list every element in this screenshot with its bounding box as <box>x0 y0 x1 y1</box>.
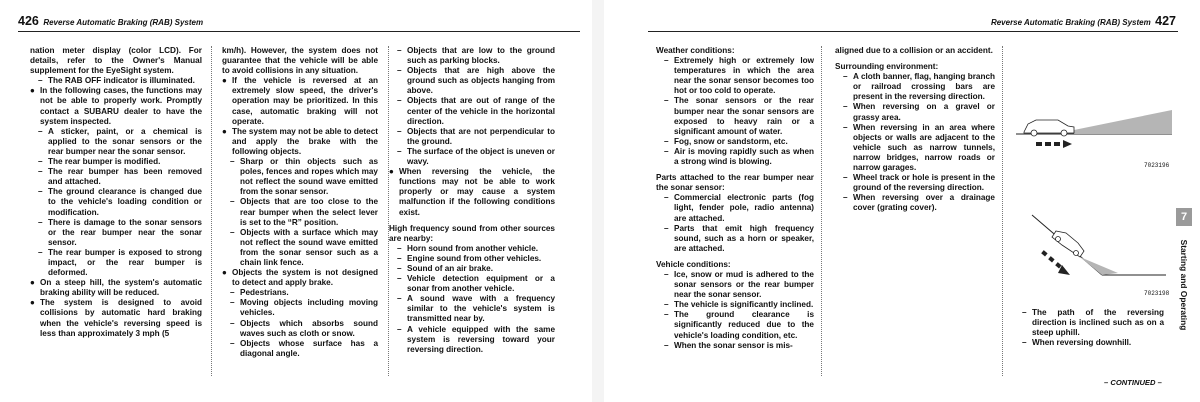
item-text: Pedestrians. <box>240 288 289 298</box>
dash-marker: – <box>664 223 669 233</box>
item-text: High frequency sound from other sources are nearby: <box>389 223 555 243</box>
dash-marker: – <box>664 340 669 350</box>
item-text: Vehicle conditions: <box>656 259 731 269</box>
dash-item <box>656 147 814 167</box>
item-text: When reversing in an area where objects or walls are adjacent to the vehicle such as narrow tunnels, narrow bridges, narrow roads or narrow garages. <box>853 122 995 173</box>
item-text: Objects that are low to the ground such as parking blocks. <box>407 46 555 66</box>
dash-marker: – <box>230 227 235 237</box>
item-text: In the following cases, the functions may not be able to properly work. Promptly contact a SUBARU dealer to have the system inspected. <box>40 86 202 126</box>
dash-item <box>656 56 814 96</box>
right-header-title: Reverse Automatic Braking (RAB) System <box>990 18 1151 27</box>
dash-marker: – <box>664 300 669 310</box>
dash-item <box>30 187 202 217</box>
dash-marker: – <box>38 126 43 136</box>
bullet-marker: ● <box>222 268 227 278</box>
item-text: When the sonar sensor is mis- <box>674 340 793 350</box>
paragraph-text <box>835 46 995 56</box>
item-text: When reversing downhill. <box>1032 338 1132 348</box>
dash-marker: – <box>230 288 235 298</box>
left-column-1 <box>30 46 202 339</box>
dash-item <box>389 46 555 66</box>
inclined-path-illustration <box>1018 205 1168 285</box>
dash-item <box>656 137 814 147</box>
right-page <box>604 0 1200 402</box>
dash-item <box>30 248 202 278</box>
dash-marker: – <box>843 193 848 203</box>
dash-item <box>222 197 378 227</box>
item-text: The ground clearance is significantly reduced due to the vehicle's loading condition, etc. <box>674 310 814 340</box>
bullet-marker: ● <box>30 278 35 288</box>
dash-marker: – <box>843 72 848 82</box>
item-text: km/h). However, the system does not guarantee that the vehicle will be able to avoid collisions in any situation. <box>222 46 378 76</box>
dash-item <box>656 310 814 340</box>
item-text: Objects that are too close to the rear bumper when the select lever is set to the “R” position. <box>240 197 378 227</box>
bullet-marker: ● <box>30 298 35 308</box>
chapter-label-text: Starting and Operating <box>1179 239 1189 331</box>
dash-item <box>389 96 555 126</box>
dash-marker: – <box>1022 308 1027 317</box>
item-text: The rear bumper is exposed to strong impact, or the rear bumper is deformed. <box>48 247 202 278</box>
paragraph-text <box>656 260 814 270</box>
dash-marker: – <box>397 243 402 253</box>
dash-item <box>835 173 995 193</box>
left-page <box>0 0 592 402</box>
item-text: Objects that are high above the ground such as objects hanging from above. <box>407 66 555 96</box>
bullet-item <box>30 86 202 126</box>
bullet-marker: ● <box>222 76 227 86</box>
item-text: Objects that are out of range of the center of the vehicle in the horizontal direction. <box>407 96 555 126</box>
dash-marker: – <box>397 274 402 284</box>
continued-label: – CONTINUED – <box>1104 378 1162 387</box>
reverse-direction-arrow <box>1063 140 1072 148</box>
item-text: nation meter display (color LCD). For details, refer to the Owner's Manual supplement for the EyeSight system. <box>30 46 202 76</box>
bullet-item <box>222 127 378 157</box>
item-text: Objects whose surface has a diagonal angle. <box>240 338 378 358</box>
item-text: Fog, snow or sandstorm, etc. <box>674 136 788 146</box>
dash-marker: – <box>38 217 43 227</box>
bullet-item <box>30 278 202 298</box>
item-text: When reversing the vehicle, the functions may not be able to work properly or may cause a system malfunction if the following conditions exist. <box>399 167 555 217</box>
dash-item <box>222 298 378 318</box>
dash-item <box>656 341 814 351</box>
dash-marker: – <box>843 102 848 112</box>
item-text: A cloth banner, flag, hanging branch or railroad crossing bars are present in the reversing direction. <box>853 72 995 102</box>
paragraph-text <box>30 46 202 76</box>
dash-item <box>835 193 995 213</box>
dash-item <box>30 157 202 167</box>
dash-marker: – <box>397 46 402 55</box>
dash-marker: – <box>397 126 402 136</box>
dash-marker: – <box>230 157 235 167</box>
dash-marker: – <box>664 136 669 146</box>
bullet-marker: ● <box>30 86 35 96</box>
item-text: A sound wave with a frequency similar to the vehicle's system is transmitted near by. <box>407 294 555 324</box>
dash-marker: – <box>397 96 402 106</box>
item-text: Engine sound from other vehicles. <box>407 253 542 263</box>
dash-marker: – <box>664 310 669 320</box>
dash-item <box>656 224 814 254</box>
left-page-number: 426 <box>18 14 39 28</box>
right-column-1 <box>656 46 814 351</box>
dash-item <box>389 254 555 264</box>
dash-marker: – <box>397 146 402 156</box>
item-text: Objects the system is not designed to detect and apply brake. <box>232 268 378 288</box>
item-text: A sticker, paint, or a chemical is applied to the sonar sensors or the rear bumper near the sonar sensor. <box>48 126 202 156</box>
right-header-rule <box>648 31 1178 32</box>
vehicle-icon <box>1052 231 1084 257</box>
dash-item <box>222 228 378 268</box>
item-text: The system may not be able to detect and apply the brake with the following objects. <box>232 126 378 156</box>
item-text: The path of the reversing direction is inclined such as on a steep uphill. <box>1032 308 1164 338</box>
dash-item <box>222 339 378 359</box>
dash-marker: – <box>397 324 402 334</box>
dash-marker: – <box>397 66 402 76</box>
item-text: The ground clearance is changed due to the vehicle's loading condition or modification. <box>48 187 202 217</box>
item-text: Moving objects including moving vehicles. <box>240 298 378 318</box>
dash-marker: – <box>38 157 43 167</box>
dash-marker: – <box>38 187 43 197</box>
item-text: Weather conditions: <box>656 46 735 55</box>
item-text: The RAB OFF indicator is illuminated. <box>48 76 195 86</box>
dash-item <box>389 325 555 355</box>
dash-item <box>1014 308 1164 338</box>
dash-item <box>30 218 202 248</box>
item-text: The sonar sensors or the rear bumper near the sonar sensors are exposed to heavy rain or a significant amount of water. <box>674 96 814 136</box>
item-text: Extremely high or extremely low temperatures in which the area near the sonar sensor becomes too hot or too cold to operate. <box>674 56 814 96</box>
left-column-divider-1 <box>211 46 212 376</box>
dash-marker: – <box>664 269 669 279</box>
right-column-divider-2 <box>1002 46 1003 376</box>
book-gutter <box>592 0 604 402</box>
left-column-3 <box>389 46 555 355</box>
right-page-number: 427 <box>1155 14 1176 28</box>
left-header-rule <box>18 31 580 32</box>
item-text: Wheel track or hole is present in the ground of the reversing direction. <box>853 173 995 193</box>
dash-marker: – <box>38 247 43 257</box>
item-text: When reversing over a drainage cover (grating cover). <box>853 193 995 213</box>
item-text: Ice, snow or mud is adhered to the sonar sensors or the rear bumper near the sonar sensor. <box>674 269 814 300</box>
right-column-2 <box>835 46 995 214</box>
dash-marker: – <box>38 76 43 86</box>
paragraph-text <box>656 173 814 193</box>
item-text: Vehicle detection equipment or a sonar from another vehicle. <box>407 274 555 294</box>
figure-1-code: 7023196 <box>1144 162 1170 169</box>
paragraph-text <box>222 46 378 76</box>
bullet-item <box>222 76 378 126</box>
dash-item <box>656 96 814 136</box>
dash-marker: – <box>664 56 669 66</box>
dash-item <box>656 270 814 300</box>
dash-marker: – <box>397 263 402 273</box>
dash-item <box>389 244 555 254</box>
bullet-marker: ● <box>222 126 227 136</box>
left-header-title: Reverse Automatic Braking (RAB) System <box>43 18 204 27</box>
item-text: There is damage to the sonar sensors or the rear bumper near the sonar sensor. <box>48 217 202 247</box>
dash-item <box>389 66 555 96</box>
dash-item <box>30 167 202 187</box>
item-text: Air is moving rapidly such as when a strong wind is blowing. <box>674 146 814 167</box>
bullet-marker: ● <box>389 167 394 177</box>
bullet-item <box>389 167 555 217</box>
item-text: Horn sound from another vehicle. <box>407 243 539 253</box>
bullet-item <box>222 268 378 288</box>
item-text: Sound of an air brake. <box>407 263 493 273</box>
dash-item <box>222 288 378 298</box>
dash-item <box>30 127 202 157</box>
chapter-tab[interactable]: 7 <box>1176 208 1192 226</box>
reversing-obstacle-illustration <box>1014 100 1176 160</box>
dash-item <box>656 300 814 310</box>
dash-marker: – <box>397 253 402 263</box>
dash-marker: – <box>664 96 669 106</box>
item-text: Parts that emit high frequency sound, such as a horn or speaker, are attached. <box>674 223 814 253</box>
chapter-side-label <box>1172 230 1196 340</box>
dash-marker: – <box>843 122 848 132</box>
item-text: If the vehicle is reversed at an extremely slow speed, the driver's operation may be prioritized. In this case, automatic braking will not operate. <box>232 76 378 126</box>
sonar-detection-range <box>1080 257 1118 275</box>
dash-marker: – <box>230 197 235 207</box>
item-text: Commercial electronic parts (fog light, fender pole, radio antenna) are attached. <box>674 193 814 223</box>
item-text: Objects which absorbs sound waves such as cloth or snow. <box>240 318 378 338</box>
left-column-2 <box>222 46 378 359</box>
dash-item <box>1014 338 1164 348</box>
paragraph-text <box>835 62 995 72</box>
item-text: Surrounding environment: <box>835 62 939 72</box>
dash-item <box>835 72 995 102</box>
dash-item <box>389 147 555 167</box>
dash-marker: – <box>230 298 235 308</box>
dash-marker: – <box>843 173 848 183</box>
item-text: The system is designed to avoid collisions by automatic hard braking when the vehicle's reversing speed is less than approximately 3 mph (5 <box>40 298 202 338</box>
item-text: A vehicle equipped with the same system is reversing toward your reversing direction. <box>407 324 555 354</box>
item-text: The rear bumper is modified. <box>48 157 161 167</box>
item-text: On a steep hill, the system's automatic braking ability will be reduced. <box>40 278 202 298</box>
dash-item <box>389 294 555 324</box>
dash-item <box>389 274 555 294</box>
paragraph-text <box>656 46 814 56</box>
dash-item <box>389 127 555 147</box>
dash-item <box>835 102 995 122</box>
dash-item <box>222 157 378 197</box>
right-column-divider-1 <box>821 46 822 376</box>
dash-item <box>835 123 995 173</box>
right-column-3 <box>1014 308 1164 348</box>
item-text: aligned due to a collision or an accident. <box>835 46 993 55</box>
dash-item <box>389 264 555 274</box>
dash-marker: – <box>397 294 402 304</box>
item-text: Parts attached to the rear bumper near the sonar sensor: <box>656 173 814 193</box>
dash-marker: – <box>664 193 669 203</box>
dash-marker: – <box>664 146 669 156</box>
sonar-detection-range <box>1074 110 1172 134</box>
item-text: The surface of the object is uneven or wavy. <box>407 146 555 167</box>
item-text: Objects that are not perpendicular to the ground. <box>407 126 555 146</box>
dash-item <box>30 76 202 86</box>
dash-item <box>656 193 814 223</box>
item-text: Sharp or thin objects such as poles, fences and ropes which may not reflect the sound wave emitted from the sonar sensor. <box>240 157 378 197</box>
item-text: The vehicle is significantly inclined. <box>674 300 814 310</box>
figure-2-code: 7023198 <box>1144 290 1170 297</box>
item-text: The rear bumper has been removed and attached. <box>48 167 202 187</box>
dash-marker: – <box>1022 338 1027 348</box>
paragraph-text <box>389 224 555 244</box>
dash-marker: – <box>230 338 235 348</box>
bullet-item <box>30 298 202 338</box>
item-text: Objects with a surface which may not reflect the sound wave emitted from the sonar sensor such as a chain link fence. <box>240 227 378 267</box>
item-text: When reversing on a gravel or grassy area. <box>853 102 995 122</box>
dash-marker: – <box>230 318 235 328</box>
dash-marker: – <box>38 167 43 177</box>
dash-item <box>222 319 378 339</box>
